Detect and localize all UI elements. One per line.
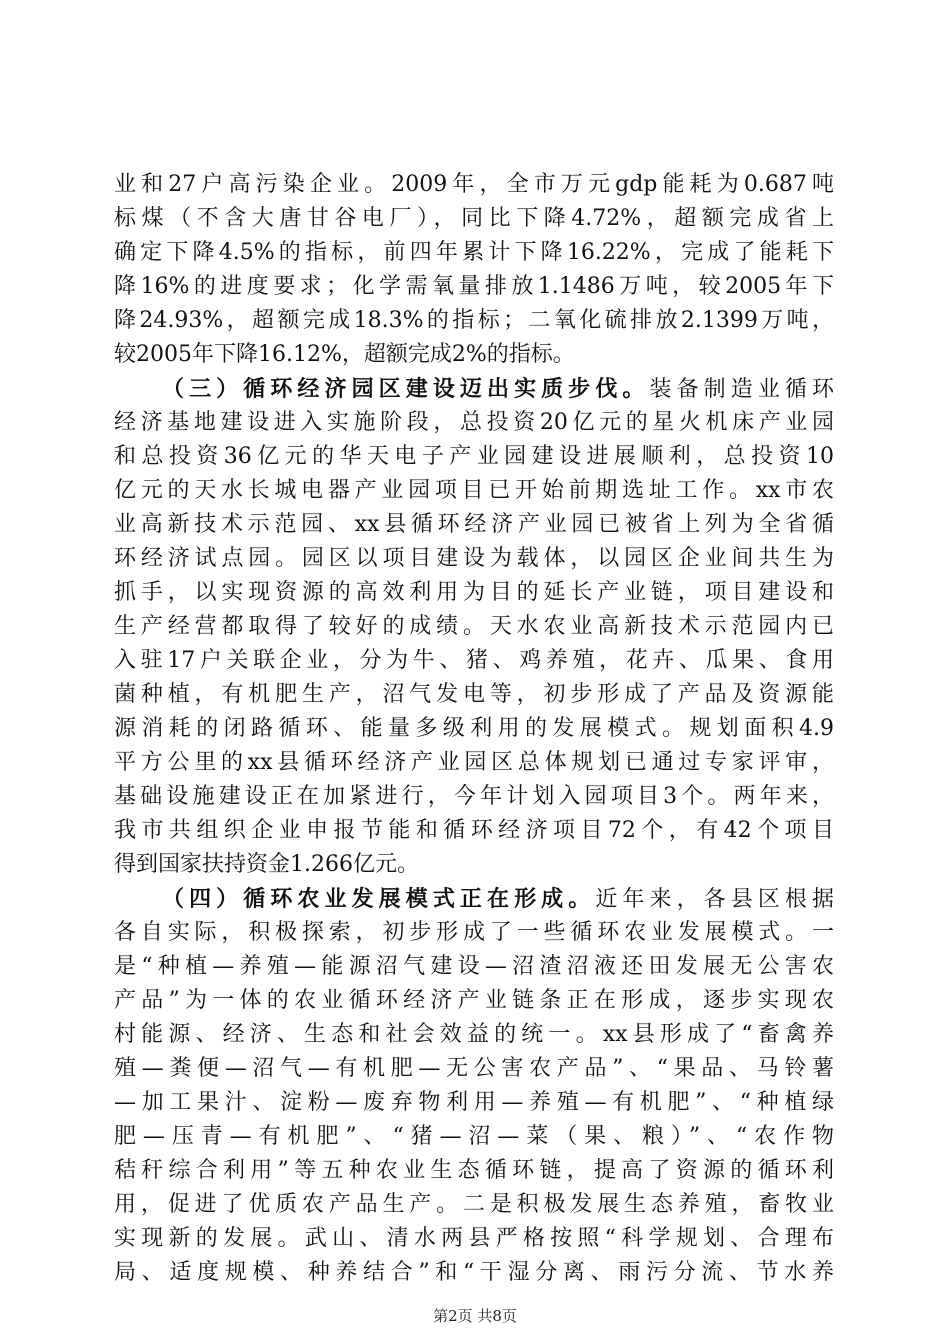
paragraph-line: 殖—粪便—沼气—有机肥—无公害农产品”、“果品、马铃薯 <box>114 1056 834 1081</box>
section-4-first-line <box>162 882 834 916</box>
paragraph-line: 秸秆综合利用”等五种农业生态循环链，提高了资源的循环利 <box>114 1158 834 1183</box>
paragraph-line: 和总投资36亿元的华天电子产业园建设进展顺利，总投资10 <box>114 444 834 469</box>
section-3-first-line <box>162 372 834 406</box>
section-4-first-line-rest: 近年来，各县区根据 <box>595 887 834 912</box>
section-4-heading: （四）循环农业发展模式正在形成。 <box>162 886 596 912</box>
paragraph-line: 亿元的天水长城电器产业园项目已开始前期选址工作。xx市农 <box>114 478 834 503</box>
paragraph-line: 产品”为一体的农业循环经济产业链条正在形成，逐步实现农 <box>114 988 834 1013</box>
paragraph-line: 源消耗的闭路循环、能量多级利用的发展模式。规划面积4.9 <box>114 716 834 741</box>
page-number-footer: 第2页 共8页 <box>433 1307 517 1325</box>
paragraph-line: 实现新的发展。武山、清水两县严格按照“科学规划、合理布 <box>114 1226 834 1251</box>
paragraph-line: 降24.93%，超额完成18.3%的指标；二氧化硫排放2.1399万吨， <box>114 308 834 333</box>
paragraph-line: 业高新技术示范园、xx县循环经济产业园已被省上列为全省循 <box>114 512 834 537</box>
paragraph-line: 菌种植，有机肥生产，沼气发电等，初步形成了产品及资源能 <box>114 682 834 707</box>
section-3-first-line-rest: 装备制造业循环 <box>649 377 834 402</box>
paragraph-line: 确定下降4.5%的指标，前四年累计下降16.22%，完成了能耗下 <box>114 240 834 265</box>
paragraph-line: 环经济试点园。园区以项目建设为载体，以园区企业间共生为 <box>114 546 834 571</box>
paragraph-line: 经济基地建设进入实施阶段，总投资20亿元的星火机床产业园 <box>114 410 834 435</box>
paragraph-line: 各自实际，积极探索，初步形成了一些循环农业发展模式。一 <box>114 920 834 945</box>
paragraph-line: 是“种植—养殖—能源沼气建设—沼渣沼液还田发展无公害农 <box>114 954 834 979</box>
paragraph-line: 业和27户高污染企业。2009年，全市万元gdp能耗为0.687吨 <box>114 172 834 197</box>
paragraph-line: 得到国家扶持资金1.266亿元。 <box>114 852 419 877</box>
paragraph-line: 局、适度规模、种养结合”和“干湿分离、雨污分流、节水养 <box>114 1260 834 1285</box>
paragraph-line: 标煤（不含大唐甘谷电厂），同比下降4.72%，超额完成省上 <box>114 206 834 231</box>
paragraph-line: 抓手，以实现资源的高效利用为目的延长产业链，项目建设和 <box>114 580 834 605</box>
paragraph-line: 较2005年下降16.12%，超额完成2%的指标。 <box>114 342 575 367</box>
paragraph-line: 用，促进了优质农产品生产。二是积极发展生态养殖，畜牧业 <box>114 1192 834 1217</box>
paragraph-line: 我市共组织企业申报节能和循环经济项目72个，有42个项目 <box>114 818 834 843</box>
paragraph-line: 肥—压青—有机肥”、“猪—沼—菜（果、粮）”、“农作物 <box>114 1124 834 1149</box>
section-3-heading: （三）循环经济园区建设迈出实质步伐。 <box>162 376 650 402</box>
paragraph-line: 村能源、经济、生态和社会效益的统一。xx县形成了“畜禽养 <box>114 1022 834 1047</box>
paragraph-line: —加工果汁、淀粉—废弃物利用—养殖—有机肥”、“种植绿 <box>114 1090 834 1115</box>
paragraph-line: 降16%的进度要求；化学需氧量排放1.1486万吨，较2005年下 <box>114 274 834 299</box>
paragraph-line: 基础设施建设正在加紧进行，今年计划入园项目3个。两年来， <box>114 784 834 809</box>
paragraph-line: 生产经营都取得了较好的成绩。天水农业高新技术示范园内已 <box>114 614 834 639</box>
paragraph-line: 平方公里的xx县循环经济产业园区总体规划已通过专家评审， <box>114 750 834 775</box>
paragraph-line: 入驻17户关联企业，分为牛、猪、鸡养殖，花卉、瓜果、食用 <box>114 648 834 673</box>
